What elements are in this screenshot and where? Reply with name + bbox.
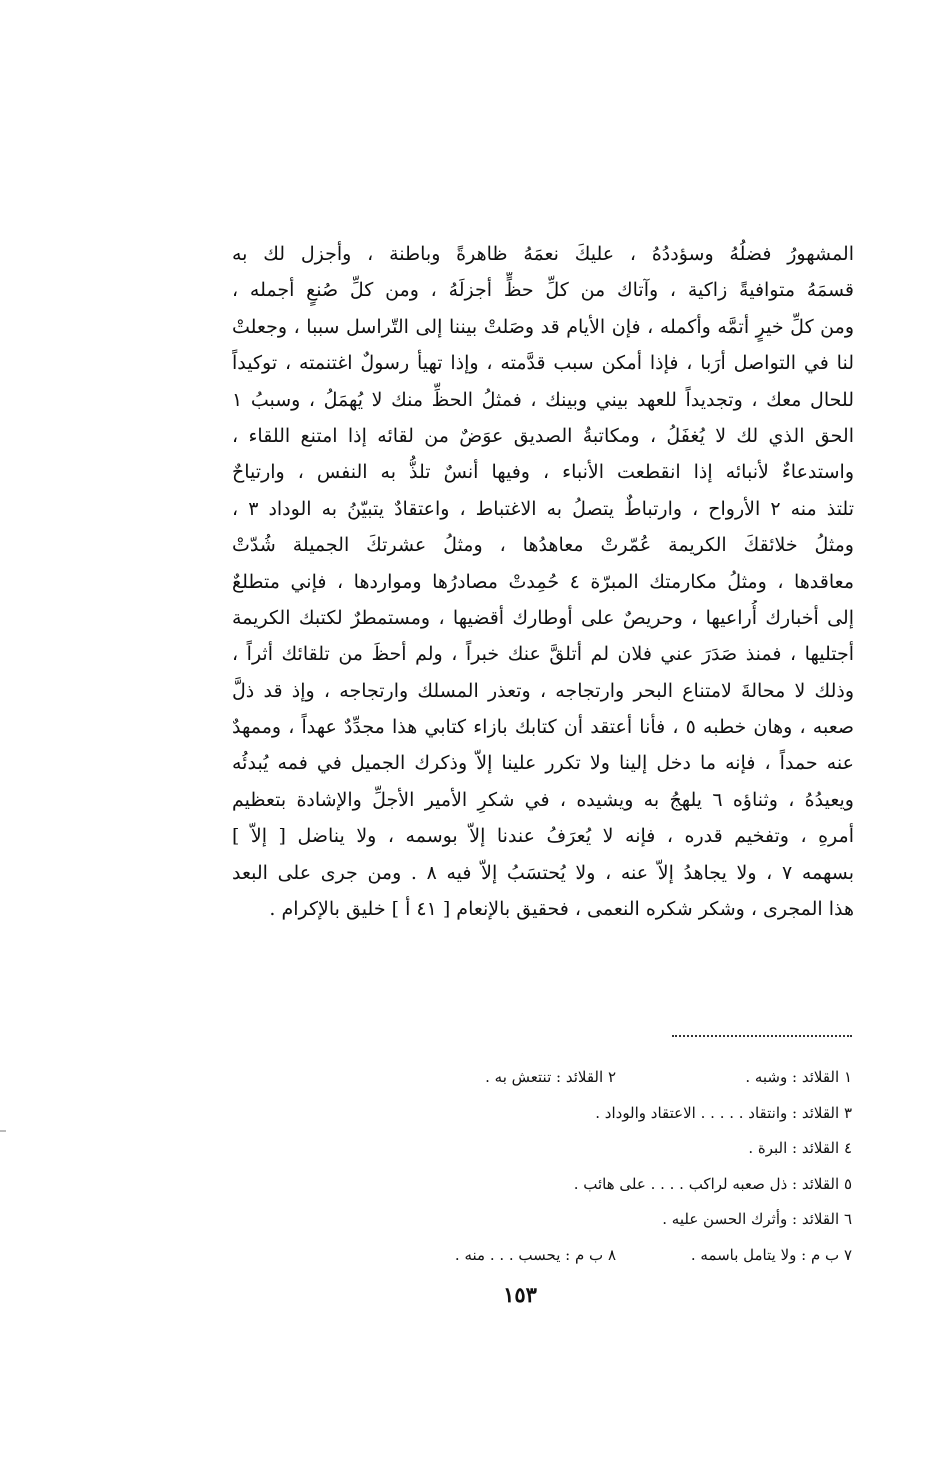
footnote: ٣ القلائد : وانتقاد . . . . . الاعتقاد والوداد .: [595, 1103, 852, 1122]
body-line: هذا المجرى ، وشكر شكره النعمى ، فحقيق بالإنعام [ ٤١ أ ] خليق بالإكرام .: [269, 898, 854, 921]
page-number: ١٥٣: [503, 1282, 537, 1307]
body-line: بسهمه ٧ ، ولا يجاهدُ إلاّ عنه ، ولا يُحتسَبُ إلاّ فيه ٨ . ومن جرى على البعد: [232, 861, 854, 884]
footnote: ١ القلائد : وشبه .: [745, 1068, 852, 1086]
body-line: ومثلُ خلائقكَ الكريمة عُمّرتْ معاهدُها ، ومثلُ عشرتكَ الجميلة شُدّتْ: [232, 534, 854, 557]
body-line: عنه حمداً ، فإنه ما دخل إلينا ولا تكرر علينا إلاّ وذكرك الجميل في فمه يُبدئُه: [232, 752, 854, 775]
footnote: ٥ القلائد : ذل صعبه لراكب . . . . على هائب .: [573, 1174, 852, 1193]
body-text: [232, 236, 854, 927]
footnote: ٨ ب م : يحسب . . . منه .: [454, 1245, 616, 1264]
body-line: صعبه ، وهان خطبه ٥ ، فأنا أعتقد أن كتابك بازاء كتابي هذا مجدِّدٌ عهداً ، وممهدٌ: [232, 716, 854, 739]
body-line: ويعيدُهُ ، وثناؤه ٦ يلهجُ به ويشيده ، في شكرِ الأمير الأجلِّ والإشادة بتعظيم: [232, 788, 854, 811]
body-line: الحق الذي لك لا يُغفَلُ ، ومكاتبةُ الصديق عوَضٌ من لقائه إذا امتنع اللقاء ،: [232, 424, 854, 447]
body-line: للحال معك ، وتجديداً للعهد بيني وبينك ، فمثلُ الحظِّ منك لا يُهمَلُ ، وسببُ ١: [232, 388, 854, 411]
body-line: إلى أخبارك أُراعيها ، وحريصٌ على أوطارك أقضيها ، ومستمطرٌ لكتبك الكريمة: [232, 606, 854, 629]
footnote: ٤ القلائد : البرة .: [748, 1139, 852, 1157]
footnote-row: [240, 1167, 852, 1203]
footnote-row: [240, 1238, 852, 1274]
footnote-row: [240, 1202, 852, 1238]
body-line: قسمَهُ متوافيةً زاكية ، وآتاك من كلِّ حظٍّ أجزلَهُ ، ومن كلِّ صُنعٍ أجمله ،: [232, 279, 854, 302]
footnote: ٧ ب م : ولا يتامل باسمه .: [690, 1245, 852, 1264]
body-line: المشهورُ فضلُهُ وسؤددُهُ ، عليكَ نعمَهُ ظاهرةً وباطنة ، وأجزل لك به: [232, 243, 854, 265]
footnote-row: [240, 1060, 852, 1096]
footnote-separator: [672, 1035, 852, 1037]
footnote-row: [240, 1096, 852, 1132]
body-line: وذلك لا محالةَ لامتناع البحر وارتجاجه ، وتعذر المسلك وارتجاجه ، وإذ قد ذلَّ: [232, 679, 854, 702]
body-line: تلتذ منه ٢ الأرواح ، وارتباطٌ يتصلُ به الاغتباط ، واعتقادٌ يتبيّنُ به الوداد ٣ ،: [232, 497, 854, 520]
footnote-row: [240, 1131, 852, 1167]
body-line: أجتليها ، فمنذ صَدَرَ عني فلان لم أتلقَّ عنك خبراً ، ولم أحظَ من تلقائك أثراً ،: [232, 643, 854, 666]
footnote: ٦ القلائد : وأثرك الحسن عليه .: [662, 1210, 852, 1228]
body-line: معاقدها ، ومثلُ مكارمتك المبرّة ٤ حُمِدتْ مصادرُها ومواردها ، فإني متطلعٌ: [232, 570, 854, 593]
footnotes: [240, 1060, 852, 1273]
footnote: ٢ القلائد : تنتعش به .: [485, 1068, 616, 1086]
body-line: واستدعاءٌ لأنبائه إذا انقطعت الأنباء ، وفيها أنسٌ تلذُّ به النفس ، وارتياحٌ: [232, 461, 854, 484]
body-line: أمرهِ ، وتفخيم قدره ، فإنه لا يُعرَفُ عندنا إلاّ بوسمه ، ولا يناضل [ إلاّ ]: [232, 825, 854, 848]
body-line: ومن كلِّ خيرٍ أتمَّه وأكمله ، فإن الأيام قد وصَلتْ بيننا إلى التّراسل سببا ، وجعلتْ: [232, 315, 854, 338]
body-line: لنا في التواصل أرَبا ، فإذا أمكن سبب قدَّمته ، وإذا تهيأ رسولٌ اغتنمته ، توكيداً: [232, 352, 854, 375]
margin-mark: [0, 1130, 6, 1132]
